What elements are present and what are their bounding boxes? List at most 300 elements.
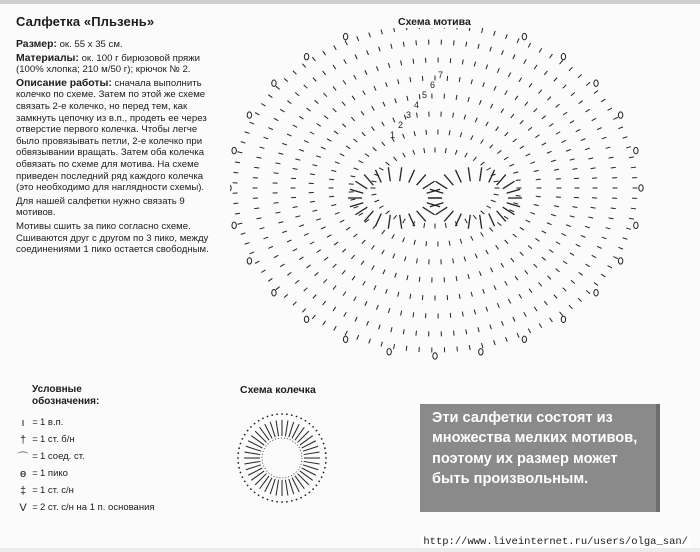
- ring-chain-mark: [296, 416, 298, 418]
- stitch-mark: [278, 222, 283, 223]
- ring-stitch-mark: [276, 480, 279, 496]
- stitch-mark: [519, 78, 522, 82]
- ring-stitch-mark: [244, 452, 260, 455]
- picot-mark: [343, 33, 347, 39]
- stitch-mark: [310, 174, 315, 175]
- legend-item: [16, 414, 216, 431]
- stitch-mark: [592, 118, 596, 120]
- stitch-mark: [449, 241, 450, 246]
- double-crochet-mark: [468, 167, 470, 181]
- stitch-mark: [469, 345, 470, 350]
- stitch-mark: [317, 250, 321, 253]
- stitch-mark: [578, 74, 582, 77]
- row-number-label: 3: [406, 110, 412, 120]
- ring-chain-mark: [276, 501, 278, 503]
- ring-chain-mark: [323, 443, 325, 445]
- double-crochet-mark: [489, 213, 495, 226]
- stitch-mark: [393, 118, 395, 123]
- stitch-mark: [333, 65, 336, 69]
- ring-stitch-mark: [285, 480, 288, 496]
- ring-chain-mark: [262, 417, 264, 419]
- stitch-mark: [491, 200, 496, 202]
- ring-stitch-mark: [285, 420, 288, 436]
- ring-stitch-mark: [246, 446, 261, 451]
- stitch-mark: [361, 111, 364, 115]
- slip-stitch-symbol-icon: ⌒: [17, 451, 29, 464]
- stitch-mark: [483, 289, 485, 294]
- picot-mark: [387, 349, 391, 355]
- double-crochet-mark: [350, 189, 363, 193]
- stitch-mark: [550, 54, 553, 58]
- stitch-mark: [482, 28, 483, 33]
- stitch-mark: [312, 210, 317, 211]
- legend-item: [16, 499, 216, 516]
- stitch-mark: [284, 78, 288, 81]
- stitch-mark: [494, 86, 496, 91]
- stitch-mark: [539, 90, 542, 94]
- top-border: [0, 0, 700, 4]
- stitch-mark: [517, 38, 519, 43]
- stitch-mark: [471, 79, 472, 84]
- stitch-mark: [287, 240, 292, 242]
- stitch-mark: [547, 223, 552, 225]
- stitch-mark: [260, 228, 265, 229]
- stitch-mark: [534, 264, 538, 268]
- ring-chain-mark: [244, 481, 246, 483]
- stitch-mark: [343, 291, 346, 295]
- stitch-mark: [556, 132, 560, 135]
- stitch-mark: [526, 154, 530, 156]
- stitch-mark: [520, 252, 523, 256]
- stitch-mark: [388, 63, 389, 68]
- stitch-mark: [315, 272, 319, 275]
- ring-stitch-mark: [276, 420, 279, 436]
- stitch-mark: [386, 82, 388, 87]
- stitch-mark: [342, 102, 345, 106]
- stitch-mark: [416, 331, 417, 336]
- stitch-mark: [282, 231, 287, 233]
- double-crochet-mark: [435, 207, 447, 215]
- double-crochet-mark: [400, 167, 402, 181]
- picot-mark: [618, 112, 622, 118]
- stitch-mark: [346, 227, 350, 230]
- ring-chain-mark: [244, 434, 246, 436]
- ring-chain-mark: [323, 472, 325, 474]
- stitch-mark: [445, 148, 446, 153]
- stitch-mark: [585, 148, 590, 150]
- legend-item-text: 1 пико: [40, 468, 68, 479]
- ring-chain-mark: [300, 497, 302, 499]
- stitch-mark: [276, 86, 280, 89]
- stitch-mark: [515, 96, 518, 100]
- double-crochet-mark: [417, 211, 426, 222]
- stitch-mark: [382, 250, 385, 254]
- stitch-mark: [268, 128, 273, 130]
- stitch-mark: [316, 156, 321, 158]
- double-crochet-mark: [507, 189, 520, 193]
- stitch-mark: [299, 116, 303, 119]
- stitch-mark: [261, 104, 265, 107]
- stitch-mark: [464, 115, 465, 120]
- stitch-mark: [479, 271, 481, 276]
- stitch-mark: [505, 337, 507, 342]
- ring-chain-mark: [291, 500, 293, 502]
- stitch-mark: [534, 65, 537, 69]
- stitch-mark: [354, 206, 359, 208]
- picot-mark: [232, 147, 236, 153]
- stitch-mark: [249, 252, 254, 254]
- picot-mark: [304, 316, 308, 322]
- ring-chain-mark: [312, 426, 314, 428]
- stitch-mark: [501, 50, 503, 55]
- stitch-mark: [525, 102, 528, 106]
- stitch-mark: [403, 42, 404, 47]
- stitch-mark: [395, 98, 397, 103]
- stitch-mark: [515, 276, 518, 280]
- picot-mark: [618, 258, 622, 264]
- legend-equals: =: [32, 434, 38, 445]
- stitch-mark: [535, 135, 539, 138]
- stitch-mark: [597, 246, 602, 248]
- stitch-mark: [505, 91, 508, 95]
- stitch-mark: [459, 294, 460, 299]
- stitch-mark: [469, 28, 470, 31]
- chain-stitch-symbol-icon: ı: [21, 416, 25, 429]
- ring-chain-mark: [271, 414, 273, 416]
- stitch-mark: [453, 113, 454, 118]
- ring-stitch-mark: [255, 474, 266, 485]
- stitch-mark: [608, 108, 612, 110]
- stitch-mark: [482, 343, 483, 348]
- stitch-mark: [381, 342, 382, 347]
- stitch-mark: [466, 329, 467, 334]
- stitch-mark: [299, 225, 304, 227]
- stitch-mark: [520, 227, 524, 230]
- stitch-mark: [395, 273, 397, 278]
- stitch-mark: [457, 347, 458, 352]
- stitch-mark: [261, 270, 265, 273]
- legend-item-text: 1 в.п.: [40, 417, 64, 428]
- stitch-mark: [342, 249, 346, 252]
- stitch-mark: [393, 254, 395, 259]
- stitch-mark: [276, 287, 280, 290]
- stitch-mark: [494, 194, 499, 195]
- stitch-mark: [235, 162, 240, 163]
- stitch-mark: [588, 158, 593, 159]
- stitch-mark: [333, 286, 336, 290]
- stitch-mark: [342, 124, 346, 127]
- stitch-mark: [351, 255, 354, 259]
- stitch-mark: [513, 317, 515, 321]
- stitch-mark: [525, 270, 528, 274]
- stitch-mark: [536, 196, 541, 197]
- stitch-mark: [542, 257, 546, 260]
- stitch-mark: [383, 102, 385, 107]
- ring-stitch-mark: [289, 479, 294, 494]
- ring-chain-mark: [267, 499, 269, 501]
- stitch-mark: [528, 329, 530, 333]
- stitch-mark: [579, 101, 583, 104]
- stitch-mark: [299, 257, 303, 260]
- single-crochet-symbol-icon: †: [19, 433, 27, 446]
- stitch-mark: [346, 146, 350, 149]
- stitch-mark: [264, 137, 269, 139]
- stitch-mark: [307, 265, 311, 268]
- materials-paragraph: [16, 53, 216, 76]
- double-crochet-mark: [409, 213, 415, 226]
- stitch-mark: [323, 321, 326, 325]
- ring-chain-mark: [238, 447, 240, 449]
- stitch-mark: [340, 220, 344, 222]
- stitch-mark: [478, 327, 479, 332]
- stitch-mark: [464, 256, 465, 261]
- ring-chain-mark: [300, 417, 302, 419]
- stitch-mark: [351, 117, 354, 121]
- stitch-mark: [282, 143, 287, 145]
- ring-stitch-mark: [270, 479, 275, 494]
- ring-chain-mark: [325, 457, 327, 459]
- stitch-mark: [287, 101, 291, 104]
- stitch-mark: [413, 150, 415, 155]
- legend-equals: =: [32, 451, 38, 462]
- stitch-mark: [381, 29, 382, 34]
- stitch-mark: [609, 218, 614, 219]
- ring-chain-mark: [240, 472, 242, 474]
- stitch-mark: [534, 170, 539, 171]
- row-number-label: 6: [430, 80, 436, 90]
- stitch-mark: [355, 55, 357, 59]
- stitch-mark: [304, 85, 308, 88]
- stitch-mark: [260, 147, 265, 148]
- stitch-mark: [481, 140, 484, 144]
- picot-mark: [479, 349, 483, 355]
- stitch-mark: [352, 276, 355, 280]
- picot-mark: [304, 53, 308, 59]
- stitch-mark: [569, 305, 572, 309]
- stitch-mark: [560, 312, 563, 316]
- picot-mark: [634, 222, 638, 228]
- stitch-mark: [424, 223, 425, 228]
- stitch-mark: [539, 48, 542, 52]
- stitch-mark: [606, 228, 611, 229]
- stitch-mark: [556, 104, 560, 107]
- stitch-mark: [475, 254, 477, 259]
- stitch-mark: [455, 150, 457, 155]
- stitch-mark: [276, 212, 281, 213]
- stitch-mark: [504, 216, 508, 219]
- stitch-mark: [457, 28, 458, 29]
- stitch-mark: [365, 154, 369, 157]
- double-crochet-mark: [417, 175, 426, 186]
- stitch-mark: [490, 145, 493, 149]
- stitch-mark: [324, 257, 328, 260]
- row-number-label: 7: [438, 70, 444, 80]
- double-crochet-mark: [375, 170, 381, 183]
- motif-diagram-title: Схема мотива: [398, 16, 471, 28]
- stitch-mark: [490, 104, 492, 108]
- stitch-mark: [414, 240, 415, 245]
- double-crochet-mark: [364, 175, 373, 186]
- stitch-mark: [602, 137, 607, 139]
- stitch-mark: [363, 281, 366, 285]
- ring-chain-mark: [241, 476, 243, 478]
- stitch-mark: [403, 134, 405, 139]
- stitch-mark: [490, 228, 493, 232]
- ring-chain-mark: [316, 485, 318, 487]
- legend-item-text: 1 ст. с/н: [40, 485, 74, 496]
- stitch-mark: [501, 109, 504, 113]
- stitch-mark: [312, 315, 315, 319]
- stitch-mark: [623, 238, 628, 240]
- stitch-mark: [345, 331, 347, 335]
- picot-mark: [522, 336, 526, 342]
- ring-stitch-mark: [298, 474, 309, 485]
- stitch-mark: [586, 291, 590, 294]
- stitch-mark: [327, 235, 331, 238]
- article-title: Салфетка «Пльзень»: [16, 14, 155, 29]
- stitch-mark: [274, 255, 278, 257]
- stitch-mark: [529, 83, 532, 87]
- stitch-mark: [566, 150, 571, 152]
- ring-stitch-mark: [270, 422, 275, 437]
- double-crochet-mark: [468, 215, 470, 229]
- stitch-mark: [323, 301, 326, 305]
- stitch-mark: [419, 277, 420, 282]
- stitch-mark: [494, 181, 499, 182]
- ring-chain-mark: [254, 423, 256, 425]
- stitch-mark: [623, 137, 628, 139]
- stitch-mark: [426, 130, 427, 135]
- stitch-mark: [302, 309, 305, 313]
- stitch-mark: [611, 167, 616, 168]
- ring-chain-mark: [250, 488, 252, 490]
- stitch-mark: [517, 333, 519, 338]
- size-paragraph: [16, 39, 216, 51]
- stitch-mark: [597, 128, 602, 130]
- stitch-mark: [591, 207, 596, 208]
- stitch-mark: [571, 280, 575, 283]
- picot-mark: [522, 33, 526, 39]
- stitch-mark: [526, 220, 530, 222]
- stitch-mark: [304, 288, 308, 291]
- stitch-mark: [445, 223, 446, 228]
- stitch-mark: [509, 164, 514, 166]
- legend-equals: =: [32, 485, 38, 496]
- stitch-mark: [379, 324, 381, 329]
- stitch-mark: [473, 157, 476, 161]
- stitch-mark: [362, 240, 365, 244]
- stitch-mark: [524, 312, 527, 316]
- stitch-mark: [350, 199, 355, 200]
- stitch-mark: [329, 179, 334, 180]
- legend-title-line2: обозначения:: [32, 396, 100, 407]
- double-crochet-mark: [503, 181, 515, 189]
- stitch-mark: [571, 93, 575, 96]
- stitch-mark: [618, 247, 623, 249]
- stitch-mark: [497, 303, 499, 308]
- stitch-mark: [327, 139, 331, 142]
- stitch-mark: [536, 179, 541, 180]
- stitch-mark: [618, 127, 623, 129]
- stitch-mark: [255, 261, 259, 263]
- stitch-mark: [359, 161, 363, 163]
- stitch-mark: [372, 266, 375, 270]
- stitch-mark: [462, 59, 463, 64]
- stitch-mark: [280, 264, 284, 267]
- ring-chain-mark: [271, 500, 273, 502]
- stitch-mark: [344, 312, 347, 316]
- row-number-label: 4: [414, 100, 420, 110]
- stitch-mark: [608, 266, 612, 268]
- stitch-mark: [369, 33, 371, 38]
- stitch-mark: [245, 243, 250, 245]
- ring-stitch-mark: [255, 431, 266, 442]
- stitch-mark: [249, 122, 254, 124]
- stitch-mark: [547, 151, 552, 153]
- stitch-mark: [524, 59, 527, 63]
- stitch-mark: [254, 208, 259, 209]
- stitch-mark: [237, 152, 242, 153]
- stitch-mark: [401, 311, 402, 316]
- ring-chain-mark: [281, 501, 283, 503]
- ring-stitch-mark: [303, 446, 318, 451]
- stitch-mark: [310, 132, 314, 135]
- stitch-mark: [310, 201, 315, 202]
- stitch-mark: [268, 95, 272, 98]
- stitch-mark: [528, 43, 530, 47]
- double-crochet-mark: [388, 215, 390, 229]
- ring-chain-mark: [312, 488, 314, 490]
- stitch-mark: [417, 113, 418, 118]
- picot-mark: [594, 80, 598, 86]
- stitch-mark: [317, 123, 321, 126]
- stitch-mark: [280, 109, 284, 112]
- stitch-mark: [340, 154, 344, 156]
- source-url: http://www.liveinternet.ru/users/olga_san/: [423, 536, 688, 548]
- ring-chain-mark: [321, 476, 323, 478]
- stitch-mark: [321, 147, 326, 149]
- ring-chain-mark: [241, 438, 243, 440]
- stitch-mark: [576, 244, 580, 246]
- picot-mark: [272, 290, 276, 296]
- stitch-mark: [365, 70, 367, 75]
- stitch-mark: [391, 44, 392, 49]
- stitch-mark: [539, 283, 542, 287]
- picot-mark: [433, 353, 437, 359]
- ring-chain-mark: [305, 420, 307, 422]
- stitch-mark: [544, 71, 547, 75]
- stitch-mark: [344, 59, 347, 63]
- stitch-mark: [293, 302, 297, 306]
- legend-item: [16, 465, 216, 482]
- stitch-mark: [372, 106, 375, 110]
- stitch-mark: [254, 167, 259, 168]
- stitch-mark: [394, 157, 397, 161]
- stitch-mark: [631, 208, 636, 209]
- picot-mark: [561, 316, 565, 322]
- stitch-mark: [460, 239, 462, 244]
- stitch-mark: [530, 162, 535, 164]
- ring-chain-mark: [237, 462, 239, 464]
- row-number-label: 2: [398, 120, 404, 130]
- stitch-mark: [376, 66, 378, 71]
- stitch-mark: [631, 167, 636, 168]
- stitch-mark: [293, 168, 298, 169]
- double-crochet-mark: [409, 170, 415, 183]
- stitch-mark: [481, 232, 484, 236]
- ring-stitch-mark: [289, 422, 294, 437]
- stitch-mark: [501, 263, 504, 267]
